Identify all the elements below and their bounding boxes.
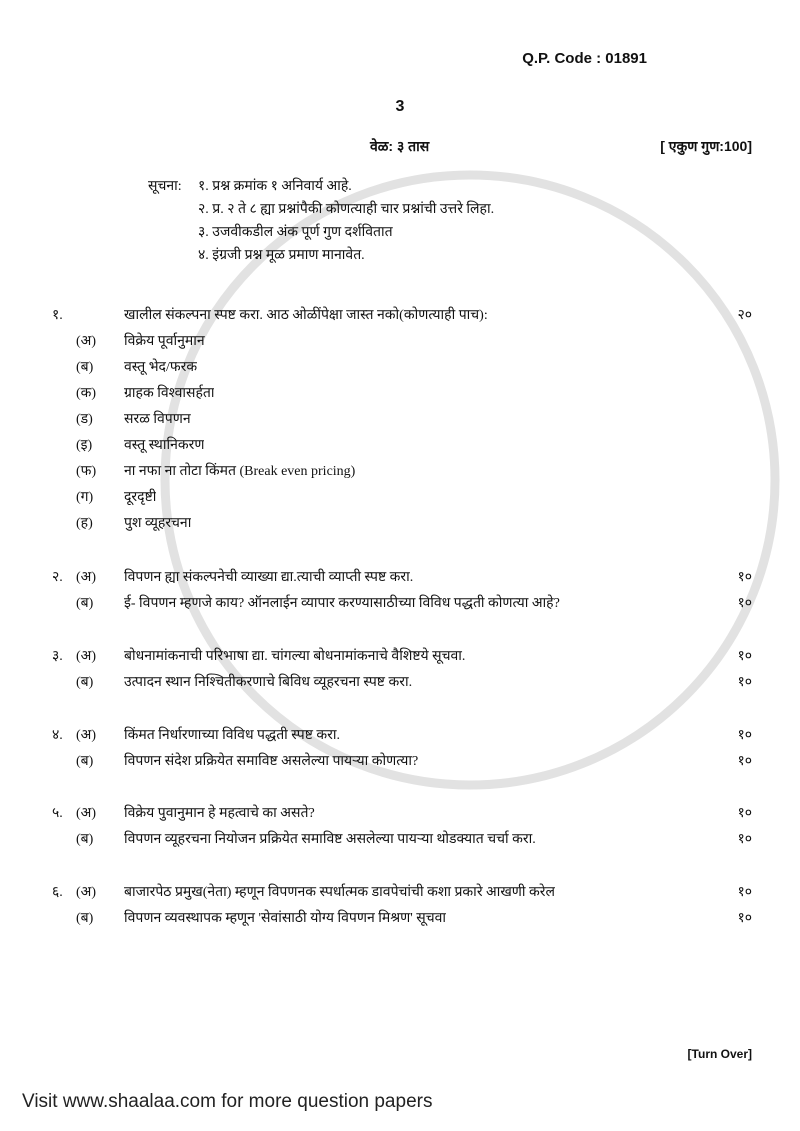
question-text: बोधनामांकनाची परिभाषा द्या. चांगल्या बोधनामांकनाचे वैशिष्टये सूचवा. bbox=[124, 649, 466, 664]
question-number: ४. bbox=[52, 728, 63, 743]
question-marks: १० bbox=[737, 832, 752, 847]
question-text: विपणन ह्या संकल्पनेची व्याख्या द्या.त्याची व्याप्ती स्पष्ट करा. bbox=[124, 570, 414, 585]
question-text: विपणन व्यवस्थापक म्हणून 'सेवांसाठी योग्य विपणन मिश्रण' सूचवा bbox=[124, 911, 447, 926]
instruction-item: २. प्र. २ ते ८ ह्या प्रश्नांपैकी कोणत्याही चार प्रश्नांची उत्तरे लिहा. bbox=[198, 202, 495, 217]
question-text: विपणन संदेश प्रक्रियेत समाविष्ट असलेल्या पायऱ्या कोणत्या? bbox=[124, 754, 419, 769]
sub-question-label: (ड) bbox=[76, 412, 93, 427]
question-row bbox=[0, 435, 800, 457]
sub-question-label: (इ) bbox=[76, 438, 93, 453]
question-marks: १० bbox=[737, 570, 752, 585]
sub-question-label: (अ) bbox=[76, 885, 97, 900]
question-row bbox=[0, 672, 800, 694]
sub-question-label: (अ) bbox=[76, 570, 97, 585]
question-text: ग्राहक विश्वासर्हता bbox=[124, 386, 215, 401]
question-text: बाजारपेठ प्रमुख(नेता) म्हणून विपणनक स्पर्धात्मक डावपेचांची कशा प्रकारे आखणी करेल bbox=[124, 885, 556, 900]
question-marks: १० bbox=[737, 754, 752, 769]
question-row bbox=[0, 383, 800, 405]
sub-question-label: (ग) bbox=[76, 490, 94, 505]
question-row bbox=[0, 409, 800, 431]
question-marks: २० bbox=[737, 308, 752, 323]
question-text: ना नफा ना तोटा किंमत (Break even pricing) bbox=[124, 464, 356, 479]
question-text: विक्रेय पुवानुमान हे महत्वाचे का असते? bbox=[124, 806, 315, 821]
question-number: १. bbox=[52, 308, 63, 323]
question-number: ५. bbox=[52, 806, 63, 821]
question-marks: १० bbox=[737, 885, 752, 900]
sub-question-label: (ब) bbox=[76, 754, 94, 769]
question-text: सरळ विपणन bbox=[124, 412, 191, 427]
instruction-item: ३. उजवीकडील अंक पूर्ण गुण दर्शवितात bbox=[198, 225, 393, 240]
question-row bbox=[0, 487, 800, 509]
sub-question-label: (अ) bbox=[76, 334, 97, 349]
question-row bbox=[0, 593, 800, 615]
question-marks: १० bbox=[737, 911, 752, 926]
question-number: २. bbox=[52, 570, 63, 585]
sub-question-label: (ब) bbox=[76, 911, 94, 926]
question-row bbox=[0, 567, 800, 589]
footer-link-text: Visit www.shaalaa.com for more question papers bbox=[22, 1091, 433, 1112]
page-number: 3 bbox=[395, 98, 405, 115]
question-marks: १० bbox=[737, 806, 752, 821]
question-text: वस्तू स्थानिकरण bbox=[124, 438, 205, 453]
question-text: पुश व्यूहरचना bbox=[124, 516, 192, 531]
sub-question-label: (अ) bbox=[76, 649, 97, 664]
question-row bbox=[0, 513, 800, 535]
question-row bbox=[0, 725, 800, 747]
sub-question-label: (फ) bbox=[76, 464, 97, 479]
instruction-item: १. प्रश्न क्रमांक १ अनिवार्य आहे. bbox=[198, 179, 352, 194]
sub-question-label: (क) bbox=[76, 386, 97, 401]
question-text: उत्पादन स्थान निश्चितीकरणाचे बिविध व्यूहरचना स्पष्ट करा. bbox=[124, 675, 413, 690]
question-row bbox=[0, 646, 800, 668]
sub-question-label: (अ) bbox=[76, 728, 97, 743]
question-marks: १० bbox=[737, 675, 752, 690]
total-marks: [ एकुण गुण:100] bbox=[660, 138, 752, 154]
question-row bbox=[0, 461, 800, 483]
question-marks: १० bbox=[737, 728, 752, 743]
question-text: विपणन व्यूहरचना नियोजन प्रक्रियेत समाविष्ट असलेल्या पायऱ्या थोडक्यात चर्चा करा. bbox=[124, 832, 536, 847]
question-text: वस्तू भेद/फरक bbox=[124, 360, 198, 375]
qp-code: Q.P. Code : 01891 bbox=[522, 50, 647, 67]
sub-question-label: (ब) bbox=[76, 360, 94, 375]
question-row bbox=[0, 331, 800, 353]
question-marks: १० bbox=[737, 649, 752, 664]
turn-over-note: [Turn Over] bbox=[687, 1047, 752, 1061]
instructions-label: सूचना: bbox=[148, 179, 182, 194]
question-text: किंमत निर्धारणाच्या विविध पद्धती स्पष्ट करा. bbox=[124, 728, 340, 743]
question-text: विक्रेय पूर्वानुमान bbox=[124, 334, 205, 349]
question-row bbox=[0, 803, 800, 825]
sub-question-label: (अ) bbox=[76, 806, 97, 821]
question-text: दूरदृष्टी bbox=[124, 490, 157, 505]
sub-question-label: (ब) bbox=[76, 832, 94, 847]
sub-question-label: (ब) bbox=[76, 675, 94, 690]
question-number: ६. bbox=[52, 885, 63, 900]
question-marks: १० bbox=[737, 596, 752, 611]
question-text: खालील संकल्पना स्पष्ट करा. आठ ओळींपेक्षा जास्त नको(कोणत्याही पाच): bbox=[124, 308, 488, 323]
sub-question-label: (ब) bbox=[76, 596, 94, 611]
question-row bbox=[0, 882, 800, 904]
sub-question-label: (ह) bbox=[76, 516, 93, 531]
exam-duration: वेळ: ३ तास bbox=[370, 138, 430, 154]
question-row bbox=[0, 305, 800, 327]
question-row bbox=[0, 908, 800, 930]
question-number: ३. bbox=[52, 649, 63, 664]
question-row bbox=[0, 829, 800, 851]
question-row bbox=[0, 751, 800, 773]
instruction-item: ४. इंग्रजी प्रश्न मूळ प्रमाण मानावेत. bbox=[198, 248, 365, 263]
question-row bbox=[0, 357, 800, 379]
question-text: ई- विपणन म्हणजे काय? ऑनलाईन व्यापार करण्यासाठीच्या विविध पद्धती कोणत्या आहे? bbox=[124, 596, 560, 611]
